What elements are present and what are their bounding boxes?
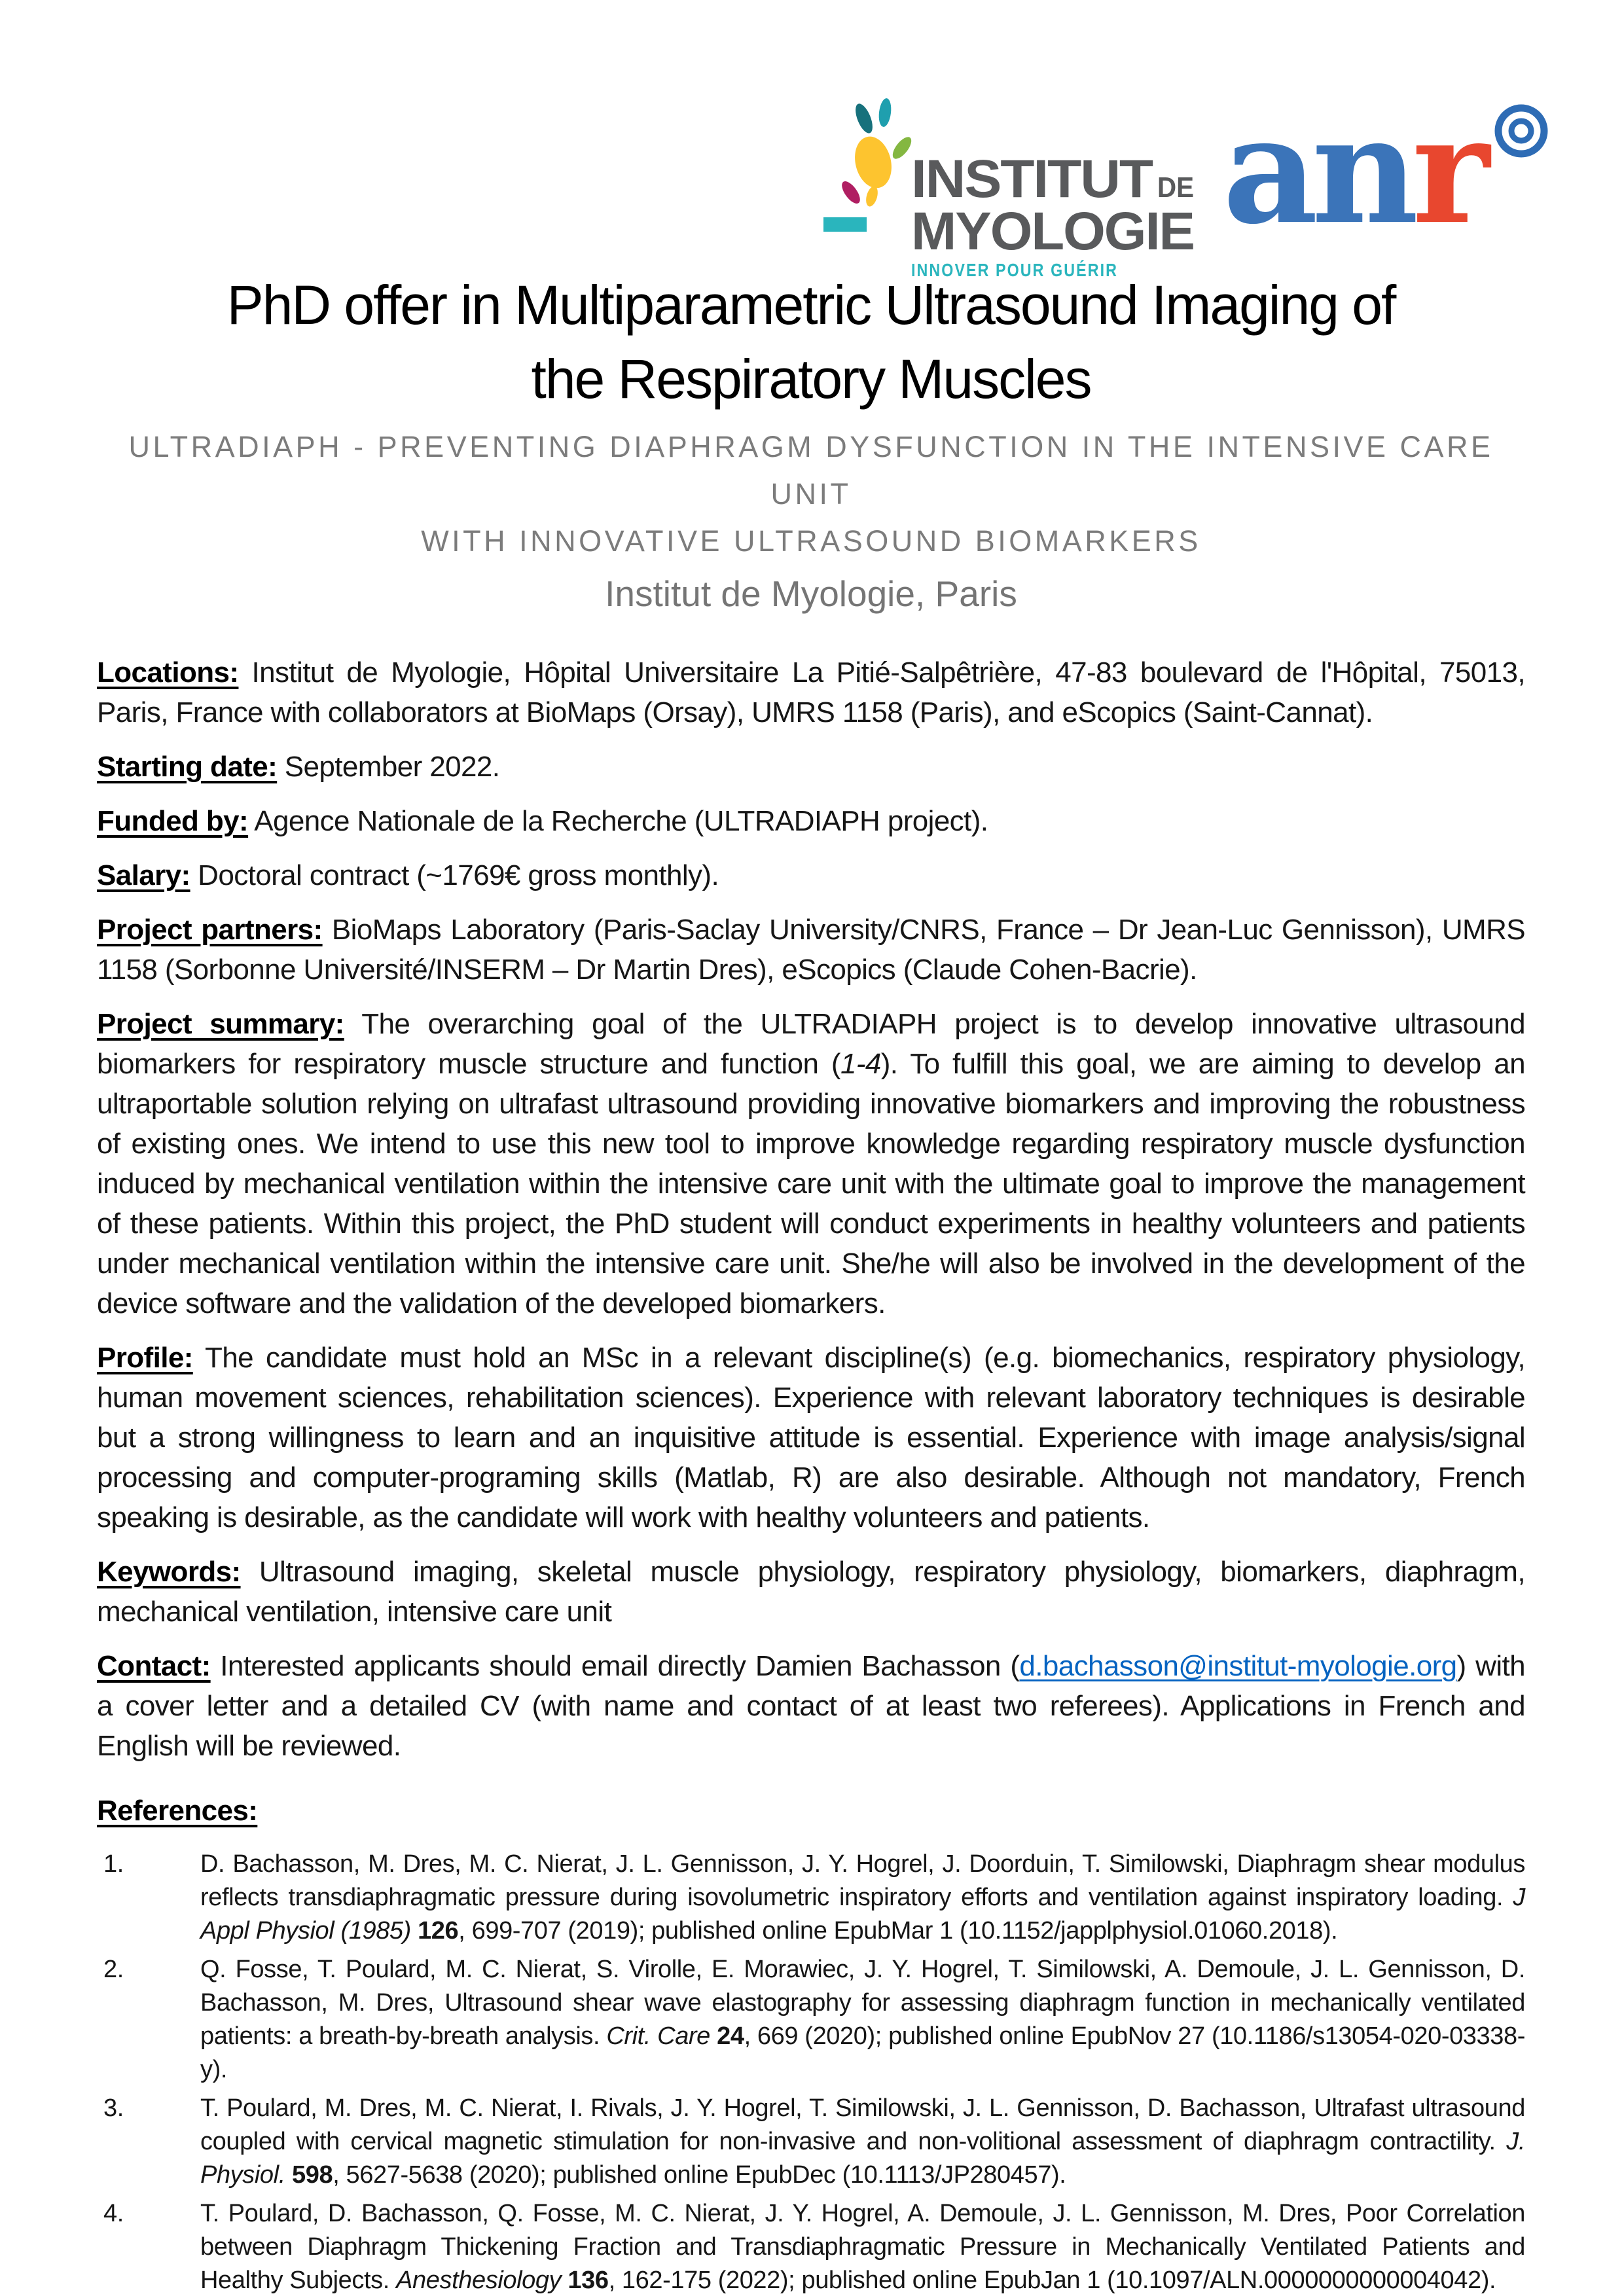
- paragraph-funded-by: [97, 801, 1525, 841]
- reference-text: [200, 1850, 1525, 1945]
- paragraph-profile: [97, 1338, 1525, 1537]
- paragraph-label: Profile:: [97, 1342, 193, 1374]
- reference-item: [97, 1848, 1525, 1948]
- text-run: ). To fulfill this goal, we are aiming to develop an ultraportable solution relying on ultrafast ultrasound providing innovative biomarkers and improving the robustness of existing ones. We intend to use this new tool to improve knowledge regarding respiratory muscle dysfunction induced by mechanical ventilation within the intensive care unit with the ultimate goal to improve the management of these patients. Within this project, the PhD student will conduct experiments in healthy volunteers and patients under mechanical ventilation within the intensive care unit. She/he will also be involved in the development of the device software and the validation of the developed biomarkers.: [97, 1048, 1525, 1320]
- paragraph-label: Locations:: [97, 656, 239, 689]
- text-run: Q. Fosse, T. Poulard, M. C. Nierat, S. Virolle, E. Morawiec, J. Y. Hogrel, T. Similowski, A. Demoule, J. L. Gennisson, D. Bachasson, M. Dres, Ultrasound shear wave elastography for assessing diaphragm function in mechanically ventilated patients: a breath-by-breath analysis.: [200, 1956, 1525, 2051]
- header: [0, 0, 1624, 280]
- references-heading-label: References:: [97, 1795, 258, 1827]
- text-run: BioMaps Laboratory (Paris-Saclay University/CNRS, France – Dr Jean-Luc Gennisson), UMRS 1158 (Sorbonne Université/INSERM – Dr Martin Dres), eScopics (Claude Cohen-Bacrie).: [97, 914, 1525, 986]
- paragraph-locations: [97, 653, 1525, 732]
- myologie-tagline: INNOVER POUR GUÉRIR: [911, 260, 1118, 280]
- paragraph-label: Project partners:: [97, 914, 323, 946]
- myologie-wordmark-line2: MYOLOGIE: [911, 202, 1194, 261]
- subtitle-line2: WITH INNOVATIVE ULTRASOUND BIOMARKERS: [421, 524, 1201, 558]
- text-run: 24: [717, 2022, 744, 2051]
- paragraph-label: Contact:: [97, 1650, 211, 1683]
- myologie-wordmark-de: DE: [1157, 171, 1194, 204]
- paragraph-starting-date: [97, 747, 1525, 787]
- text-run: The candidate must hold an MSc in a relevant discipline(s) (e.g. biomechanics, respiratory physiology, human movement sciences, rehabilitation sciences). Experience with relevant laboratory techniques is desirable but a strong willingness to learn and an inquisitive attitude is essential. Experience with image analysis/signal processing and computer-programing skills (Matlab, R) are also desirable. Although not mandatory, French speaking is desirable, as the candidate will work with healthy volunteers and patients.: [97, 1342, 1525, 1534]
- text-run: , 669 (2020); published online EpubNov 27 (10.1186/s13054-020-03338-y).: [200, 2022, 1525, 2084]
- references-list: [97, 1848, 1525, 2296]
- anr-logo: [1223, 84, 1553, 257]
- paragraph-label: Project summary:: [97, 1008, 344, 1041]
- byline: Institut de Myologie, Paris: [605, 573, 1017, 615]
- text-run: 598: [292, 2161, 333, 2189]
- paragraph-project-summary: [97, 1004, 1525, 1323]
- text-run: , 5627-5638 (2020); published online EpubDec (10.1113/JP280457).: [333, 2161, 1066, 2189]
- text-run: , 162-175 (2022); published online EpubJan 1 (10.1097/ALN.0000000000004042).: [608, 2267, 1496, 2295]
- text-run: Agence Nationale de la Recherche (ULTRADIAPH project).: [248, 805, 988, 838]
- reference-item: [97, 2092, 1525, 2192]
- text-run: The overarching goal of the ULTRADIAPH project is to develop innovative ultrasound biomarkers for respiratory muscle structure and function (: [97, 1008, 1526, 1081]
- reference-number: 1.: [103, 1850, 124, 1878]
- text-run: Anesthesiology: [396, 2267, 568, 2295]
- reference-number: 4.: [103, 2200, 124, 2228]
- subtitle-line1: ULTRADIAPH - PREVENTING DIAPHRAGM DYSFUNCTION IN THE INTENSIVE CARE UNIT: [128, 430, 1494, 511]
- institut-myologie-logo-graphic: [817, 89, 1197, 285]
- reference-item: [97, 1953, 1525, 2087]
- myologie-wordmark-line1: INSTITUT: [911, 149, 1153, 209]
- text-run: September 2022.: [277, 751, 500, 783]
- paragraph-contact: [97, 1646, 1525, 1766]
- subtitle: [97, 423, 1525, 565]
- anr-letters-an: an: [1223, 84, 1413, 257]
- text-run: J Appl Physiol (1985): [200, 1884, 1525, 1945]
- document-content: [0, 268, 1624, 2296]
- text-run: J. Physiol.: [200, 2128, 1525, 2189]
- paragraph-label: Starting date:: [97, 751, 278, 783]
- text-run: 1-4: [840, 1048, 881, 1081]
- text-run: Ultrasound imaging, skeletal muscle physiology, respiratory physiology, biomarkers, diaphragm, mechanical ventilation, intensive care unit: [97, 1556, 1525, 1628]
- text-run: T. Poulard, D. Bachasson, Q. Fosse, M. C. Nierat, J. Y. Hogrel, A. Demoule, J. L. Gennisson, M. Dres, Poor Correlation between Diaphragm Thickening Fraction and Transdiaphragmatic Pressure in Mechanically Ventilated Patients and Healthy Subjects.: [200, 2200, 1525, 2295]
- page-title-line1: PhD offer in Multiparametric Ultrasound Imaging of: [226, 274, 1396, 336]
- paragraph-label: Keywords:: [97, 1556, 241, 1588]
- text-run: 126: [418, 1917, 459, 1945]
- reference-number: 3.: [103, 2094, 124, 2123]
- reference-number: 2.: [103, 1956, 124, 1984]
- text-run: Institut de Myologie, Hôpital Universitaire La Pitié-Salpêtrière, 47-83 boulevard de l'Hôpital, 75013, Paris, France with collaborators at BioMaps (Orsay), UMRS 1158 (Paris), and eScopics (Saint-Cannat).: [97, 656, 1525, 729]
- email-link[interactable]: d.bachasson@institut-myologie.org: [1019, 1650, 1457, 1683]
- teal-bar: [823, 217, 867, 232]
- text-run: Crit. Care: [606, 2022, 717, 2051]
- paragraph-label: Salary:: [97, 859, 190, 892]
- institut-myologie-logo: [817, 89, 1197, 285]
- reference-item: [97, 2197, 1525, 2296]
- text-run: 136: [568, 2267, 609, 2295]
- paragraph-label: Funded by:: [97, 805, 249, 838]
- paragraph-salary: [97, 855, 1525, 895]
- text-run: Interested applicants should email directly Damien Bachasson (: [210, 1650, 1020, 1683]
- text-run: D. Bachasson, M. Dres, M. C. Nierat, J. L. Gennisson, J. Y. Hogrel, J. Doorduin, T. Similowski, Diaphragm shear modulus reflects transdiaphragmatic pressure during isovolumetric inspiratory efforts and ventilation against inspiratory loading.: [200, 1850, 1525, 1912]
- text-run: T. Poulard, M. Dres, M. C. Nierat, I. Rivals, J. Y. Hogrel, T. Similowski, J. L. Gennisson, D. Bachasson, Ultrafast ultrasound coupled with cervical magnetic stimulation for non-invasive and non-volitional assessment of diaphragm contractility.: [200, 2094, 1525, 2156]
- text-run: , 699-707 (2019); published online EpubMar 1 (10.1152/japplphysiol.01060.2018).: [458, 1917, 1338, 1945]
- myologie-figure-icon: [823, 98, 914, 232]
- text-run: ) with a cover letter and a detailed CV (with name and contact of at least two referees). Applications in French and English will be reviewed.: [97, 1650, 1525, 1763]
- references-heading: [97, 1791, 1525, 1831]
- paragraph-project-partners: [97, 910, 1525, 990]
- anr-target-icon: [1490, 99, 1553, 162]
- anr-letter-r: r: [1412, 84, 1483, 257]
- anr-wordmark: [1223, 84, 1483, 257]
- page-title-line2: the Respiratory Muscles: [531, 348, 1091, 410]
- body-paragraphs: [97, 653, 1525, 1766]
- reference-text: [200, 1956, 1525, 2083]
- reference-text: [200, 2200, 1525, 2294]
- paragraph-keywords: [97, 1552, 1525, 1632]
- page-title: [97, 268, 1525, 416]
- reference-text: [200, 2094, 1525, 2189]
- text-run: Doctoral contract (~1769€ gross monthly).: [190, 859, 719, 892]
- references-section: [97, 1791, 1525, 2296]
